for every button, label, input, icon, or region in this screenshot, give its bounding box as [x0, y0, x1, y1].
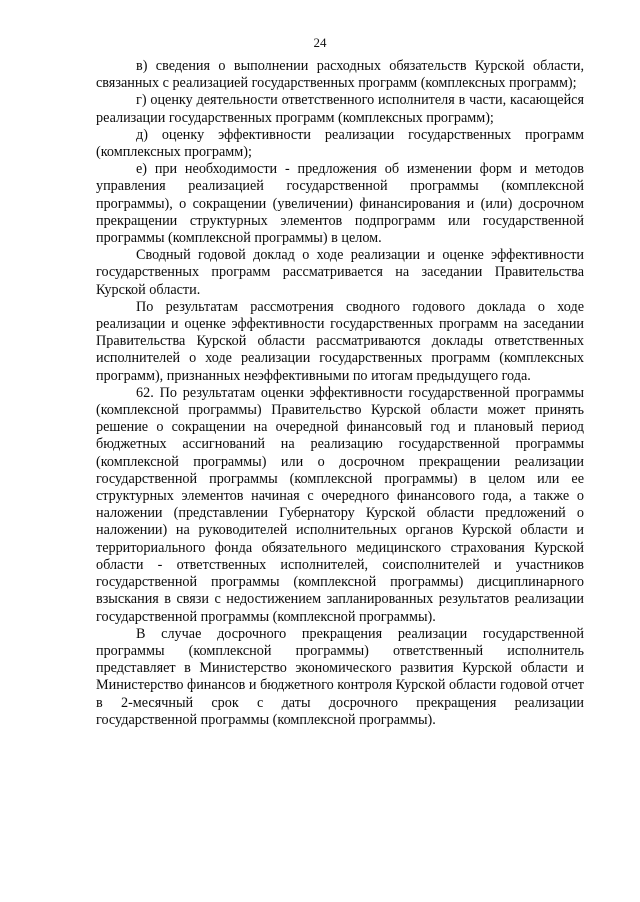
- paragraph-summary-report: Сводный годовой доклад о ходе реализации и оценке эффективности государственных программ рассматривается на заседании Правительства Курской области.: [96, 247, 584, 298]
- paragraph-early-termination: В случае досрочного прекращения реализации государственной программы (комплексной программы) ответственный исполнитель представляет в Министерство экономического развития Курской области и Министерство финансов и бюджетного контроля Курской области годовой отчет в 2-месячный срок с даты досрочного прекращения реализации государственной программы (комплексной программы).: [96, 625, 584, 728]
- document-body: [96, 58, 584, 729]
- paragraph-item-d: д) оценку эффективности реализации государственных программ (комплексных программ);: [96, 126, 584, 161]
- paragraph-item-g: г) оценку деятельности ответственного исполнителя в части, касающейся реализации государственных программ (комплексных программ);: [96, 92, 584, 126]
- paragraph-review-results: По результатам рассмотрения сводного годового доклада о ходе реализации и оценке эффективности государственных программ на заседании Правительства Курской области рассматриваются доклады ответственных исполнителей о ходе реализации государственных программ (комплексных программ), признанных неэффективными по итогам предыдущего года.: [96, 298, 584, 384]
- paragraph-item-v: в) сведения о выполнении расходных обязательств Курской области, связанных с реализацией государственных программ (комплексных программ);: [96, 58, 584, 92]
- paragraph-section-62: 62. По результатам оценки эффективности государственной программы (комплексной программы) Правительство Курской области может принять решение о сокращении на очередной финансовый год и плановый период бюджетных ассигнований на реализацию государственной программы (комплексной программы) или о досрочном прекращении реализации государственной программы (комплексной программы) в целом или ее структурных элементов начиная с очередного финансового года, а также о наложении (представлении Губернатору Курской области предложений о наложении) на руководителей исполнительных органов Курской области и территориального фонда обязательного медицинского страхования Курской области - ответственных исполнителей, соисполнителей и участников государственной программы (комплексной программы) дисциплинарного взыскания в связи с недостижением запланированных результатов реализации государственной программы (комплексной программы).: [96, 384, 584, 625]
- page-number: 24: [313, 35, 327, 50]
- paragraph-item-e: е) при необходимости - предложения об изменении форм и методов управления реализацией государственной программы (комплексной программы), о сокращении (увеличении) финансирования и (или) досрочном прекращении структурных элементов подпрограмм или государственной программы (комплексной программы) в целом.: [96, 161, 584, 247]
